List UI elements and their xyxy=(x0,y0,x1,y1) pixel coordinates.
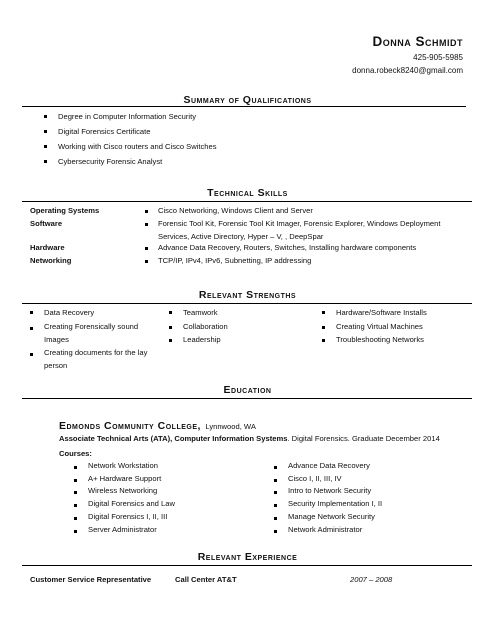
school-name: Edmonds Community College, xyxy=(59,420,201,432)
skill-label: Networking xyxy=(30,256,72,265)
course-item: Manage Network Security xyxy=(274,511,382,524)
skill-value: Advance Data Recovery, Routers, Switches, Installing hardware components xyxy=(158,242,478,255)
summary-item: Digital Forensics Certificate xyxy=(44,124,217,139)
job-title: Customer Service Representative xyxy=(30,575,152,584)
technical-heading: Technical Skills xyxy=(207,187,288,199)
education-rule xyxy=(22,398,472,399)
skill-label: Hardware xyxy=(30,243,65,252)
job-dates: 2007 – 2008 xyxy=(350,575,393,584)
summary-heading: Summary of Qualifications xyxy=(183,94,312,106)
school-line xyxy=(59,416,256,434)
course-item: Network Workstation xyxy=(74,460,175,473)
strengths-rule xyxy=(22,303,472,304)
course-item: Advance Data Recovery xyxy=(274,460,382,473)
phone-number: 425-905-5985 xyxy=(413,53,463,62)
strength-item: Leadership xyxy=(169,333,228,346)
school-location: Lynnwood, WA xyxy=(205,422,256,431)
strengths-col-1 xyxy=(30,305,150,372)
summary-rule xyxy=(22,106,466,107)
experience-rule xyxy=(22,565,472,566)
degree-detail: . Digital Forensics. Graduate December 2014 xyxy=(287,434,440,443)
courses-col-1 xyxy=(74,460,175,536)
skill-value: Cisco Networking, Windows Client and Server xyxy=(158,205,458,218)
technical-rule xyxy=(22,201,472,202)
employer: Call Center AT&T xyxy=(175,575,237,584)
course-item: Server Administrator xyxy=(74,524,175,537)
strengths-heading: Relevant Strengths xyxy=(198,289,297,301)
strength-item: Creating Virtual Machines xyxy=(322,320,427,333)
summary-item: Working with Cisco routers and Cisco Switches xyxy=(44,139,217,154)
strength-item: Collaboration xyxy=(169,320,228,333)
course-item: Wireless Networking xyxy=(74,485,175,498)
skill-value: TCP/IP, IPv4, IPv6, Subnetting, IP addressing xyxy=(158,255,458,268)
courses-col-2 xyxy=(274,460,382,536)
strength-item: Hardware/Software Installs xyxy=(322,305,427,320)
skill-value: Forensic Tool Kit, Forensic Tool Kit Imager, Forensic Explorer, Windows Deployment Services, Active Directory, Hyper – V, , DeepSpar xyxy=(158,218,443,243)
skill-label: Operating Systems xyxy=(30,206,100,215)
strengths-col-3 xyxy=(322,305,427,346)
course-item: Network Administrator xyxy=(274,524,382,537)
course-item: Intro to Network Security xyxy=(274,485,382,498)
education-heading: Education xyxy=(223,384,272,396)
course-item: Cisco I, II, III, IV xyxy=(274,473,382,486)
strengths-col-2 xyxy=(169,305,228,346)
email-address: donna.robeck8240@gmail.com xyxy=(352,66,463,75)
strength-item: Creating Forensically sound Images xyxy=(30,321,150,346)
strength-item: Creating documents for the lay person xyxy=(30,347,150,372)
strength-item: Data Recovery xyxy=(30,305,150,320)
candidate-name: Donna Schmidt xyxy=(372,34,463,49)
course-item: Digital Forensics and Law xyxy=(74,498,175,511)
strength-item: Troubleshooting Networks xyxy=(322,333,427,346)
course-item: Digital Forensics I, II, III xyxy=(74,511,175,524)
degree-name: Associate Technical Arts (ATA), Computer Information Systems xyxy=(59,434,288,443)
experience-heading: Relevant Experience xyxy=(197,551,298,563)
skill-label: Software xyxy=(30,219,63,228)
courses-label: Courses: xyxy=(59,449,92,458)
degree-line xyxy=(59,434,440,443)
summary-item: Degree in Computer Information Security xyxy=(44,109,217,124)
course-item: A+ Hardware Support xyxy=(74,473,175,486)
summary-list xyxy=(44,109,217,169)
summary-item: Cybersecurity Forensic Analyst xyxy=(44,154,217,169)
strength-item: Teamwork xyxy=(169,305,228,320)
course-item: Security Implementation I, II xyxy=(274,498,382,511)
